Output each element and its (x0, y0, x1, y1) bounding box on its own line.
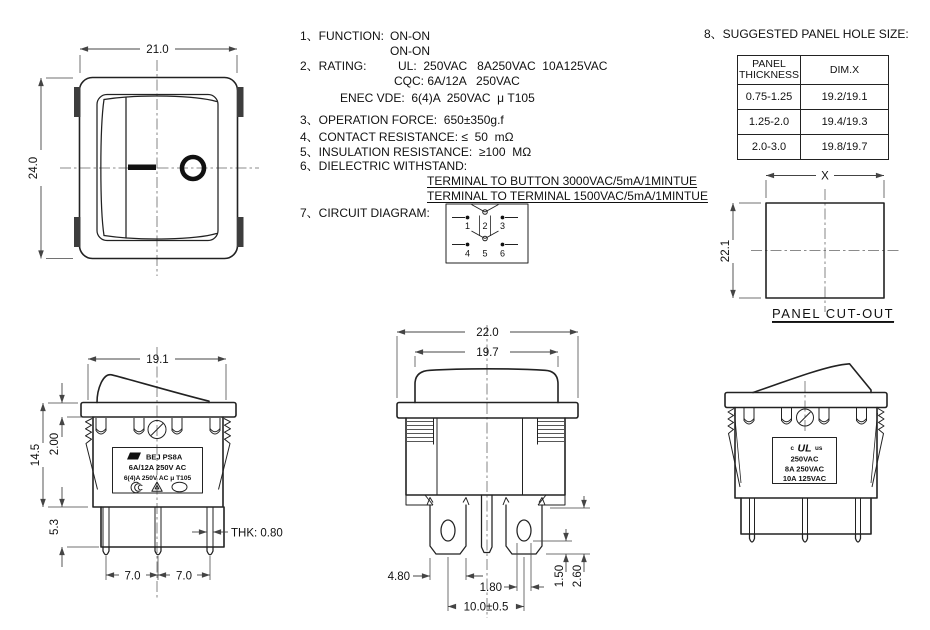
front-view (28, 44, 259, 276)
ratchet-wing-right (872, 409, 884, 488)
centerlines (60, 60, 259, 276)
spec-insulation-resistance: 5、INSULATION RESISTANCE: ≥100 MΩ (300, 145, 532, 159)
table-cell: 19.4/19.3 (801, 110, 889, 135)
table-row (738, 135, 889, 160)
terminal-2: 2 (482, 221, 488, 231)
dim-22-1: 22.1 (720, 239, 732, 263)
bezel-frame (97, 95, 218, 241)
front-bottom-view (388, 325, 590, 618)
ratchet-teeth (407, 422, 564, 442)
spec-rating-enec: ENEC VDE: 6(4)A 250VAC μ T105 (340, 91, 535, 105)
terminals-right-view (750, 498, 861, 542)
dim-5-3: 5.3 (49, 519, 61, 535)
left-side-view (30, 347, 283, 600)
dash-marking (128, 165, 156, 171)
terminal-3: 3 (499, 221, 506, 231)
right-side-view (725, 364, 887, 542)
dim-2-00: 2.00 (49, 432, 61, 456)
solder-lugs (430, 495, 542, 554)
rocker-top (415, 369, 558, 403)
flange (725, 393, 887, 408)
flange (81, 403, 236, 418)
lug-hole-right (517, 520, 531, 541)
spec-rating-ul: UL: 250VAC 8A250VAC 10A125VAC (398, 59, 608, 73)
table-header-row (738, 56, 889, 85)
dim-2-60: 2.60 (572, 564, 584, 588)
spec-operation-force: 3、OPERATION FORCE: 650±350g.f (300, 113, 504, 127)
dim-1-80: 1.80 (479, 582, 502, 594)
dim-x: X (821, 170, 829, 183)
dim-19-7: 19.7 (476, 347, 499, 359)
spec-dielectric-line2: TERMINAL TO TERMINAL 1500VAC/5mA/1MINTUE (427, 189, 708, 203)
spec-function-value1: ON-ON (390, 29, 430, 43)
mounting-feet (406, 495, 565, 505)
label-rating1: 6A/12A 250V AC (128, 463, 187, 472)
dim-14-5: 14.5 (30, 443, 42, 467)
dim-19-1: 19.1 (146, 354, 169, 366)
label-rating2: 8A 250VAC (784, 464, 825, 474)
spec-function-value2: ON-ON (390, 44, 430, 58)
front-bottom-dimensions (388, 327, 590, 614)
dim-1-50: 1.50 (554, 564, 566, 588)
spec-contact-resistance: 4、CONTACT RESISTANCE: ≤ 50 mΩ (300, 130, 514, 144)
rocker-front (101, 96, 217, 239)
rocker-profile (97, 375, 209, 403)
lug-hole-left (441, 520, 455, 541)
spec-rating-cqc: CQC: 6A/12A 250VAC (394, 74, 520, 88)
table-row (738, 85, 889, 110)
header-panel-thickness (738, 56, 801, 85)
ul-mark-c: c (790, 445, 794, 452)
terminal-5: 5 (482, 248, 488, 259)
spec-rating-label: 2、RATING: (300, 59, 367, 73)
dim-24: 24.0 (28, 156, 40, 180)
spec-dielectric-label: 6、DIELECTRIC WITHSTAND: (300, 159, 468, 173)
cert-marks (131, 482, 187, 493)
terminal-4: 4 (464, 248, 471, 259)
header-dim-x: DIM.X (801, 56, 889, 85)
table-cell: 19.2/19.1 (801, 85, 889, 110)
spec-circuit-label: 7、CIRCUIT DIAGRAM: (300, 206, 430, 220)
front-view-dimensions (28, 44, 237, 259)
terminal-1: 1 (464, 221, 471, 231)
brand-logo-mark (127, 453, 141, 460)
label-rating1: 250VAC (790, 454, 819, 464)
rocker-profile (753, 364, 871, 393)
panel-hole-table (737, 55, 889, 160)
dim-22-0: 22.0 (476, 327, 499, 339)
ul-mark-us: us (815, 445, 823, 452)
label-rating3: 10A 125VAC (782, 474, 827, 483)
dim-4-80: 4.80 (387, 571, 410, 583)
table-cell: 0.75-1.25 (738, 85, 801, 110)
dim-21: 21.0 (146, 44, 169, 56)
panel-cutout-caption: PANEL CUT-OUT (772, 306, 895, 321)
terminal-6: 6 (499, 248, 506, 259)
table-cell: 1.25-2.0 (738, 110, 801, 135)
circuit-diagram (446, 204, 528, 263)
ul-mark: UL (797, 442, 812, 455)
spec-function-label: 1、FUNCTION: (300, 29, 385, 43)
label-brand: BEJ PS8A (146, 452, 183, 462)
label-rating2: 6(4)A 250V AC μ T105 (123, 475, 192, 482)
table-cell: 19.8/19.7 (801, 135, 889, 160)
table-row (738, 110, 889, 135)
dim-7-0-left: 7.0 (124, 570, 141, 583)
panel-hole-title: 8、SUGGESTED PANEL HOLE SIZE: (704, 27, 909, 41)
spec-dielectric-line1: TERMINAL TO BUTTON 3000VAC/5mA/1MINTUE (427, 174, 698, 188)
table-cell: 2.0-3.0 (738, 135, 801, 160)
dim-7-0-right: 7.0 (176, 570, 192, 583)
header-line1: PANEL (752, 58, 786, 70)
header-line2: THICKNESS (738, 69, 800, 81)
ratchet-wing-left (728, 409, 740, 488)
thk-note: THK: 0.80 (231, 527, 283, 540)
dim-10-0: 10.0±0.5 (463, 601, 509, 614)
flange (397, 403, 578, 419)
panel-cutout (720, 171, 899, 313)
